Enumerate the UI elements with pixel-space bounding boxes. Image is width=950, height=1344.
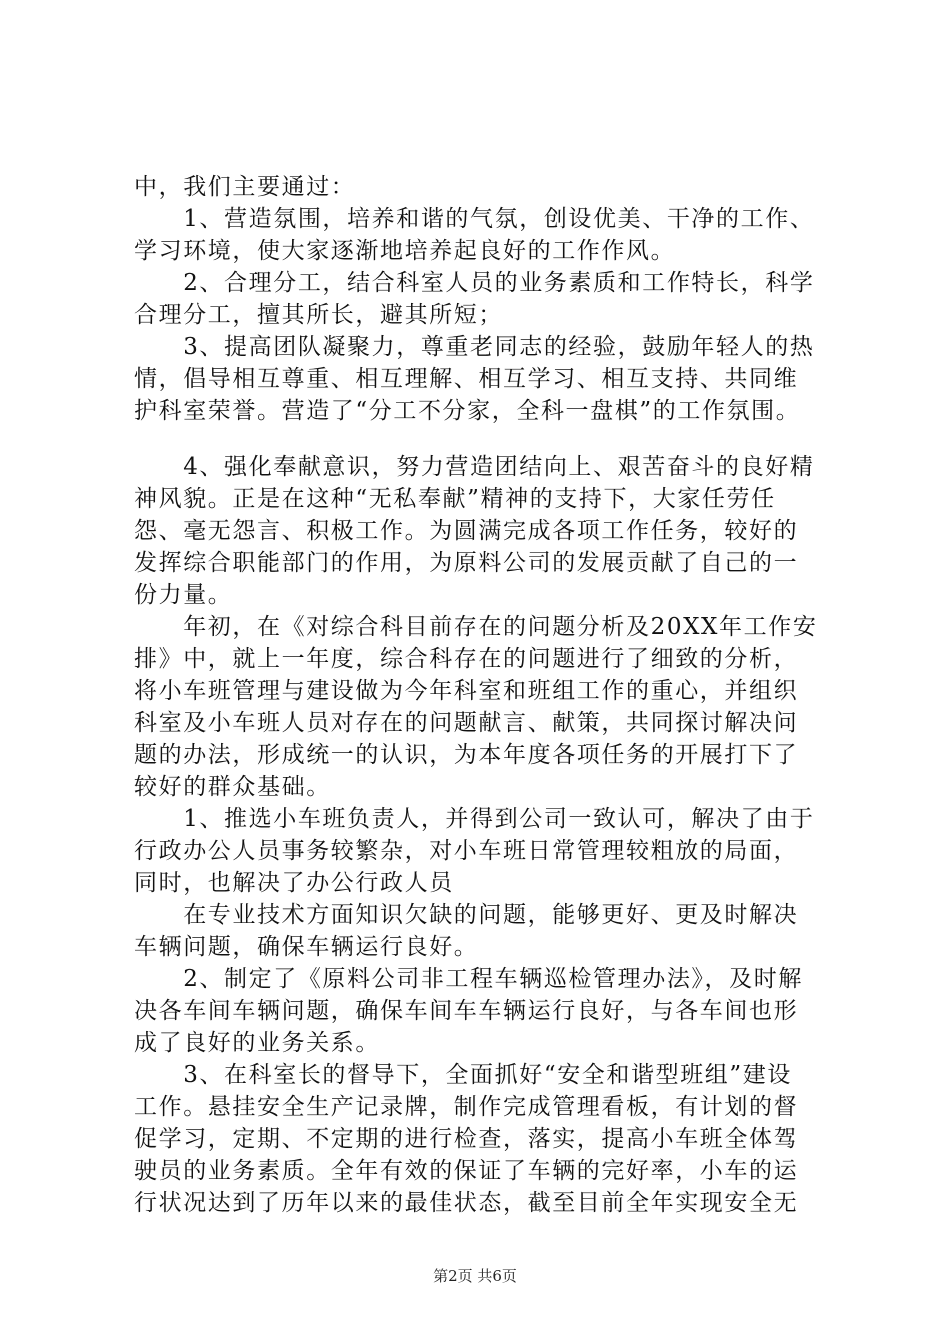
text-line: 1、推选小车班负责人，并得到公司一致认可，解决了由于 xyxy=(134,806,815,832)
text-line: 较好的群众基础。 xyxy=(134,774,331,800)
text-line: 3、在科室长的督导下，全面抓好“安全和谐型班组”建设 xyxy=(134,1062,792,1088)
text-line: 决各车间车辆问题，确保车间车车辆运行良好，与各车间也形 xyxy=(134,998,799,1024)
text-line: 将小车班管理与建设做为今年科室和班组工作的重心，并组织 xyxy=(134,678,799,704)
text-line: 车辆问题，确保车辆运行良好。 xyxy=(134,934,479,960)
text-line: 驶员的业务素质。全年有效的保证了车辆的完好率，小车的运 xyxy=(134,1158,799,1184)
text-line: 排》中，就上一年度，综合科存在的问题进行了细致的分析， xyxy=(134,646,799,672)
text-line: 3、提高团队凝聚力，尊重老同志的经验，鼓励年轻人的热 xyxy=(134,334,815,360)
text-line: 合理分工，擅其所长，避其所短； xyxy=(134,302,503,328)
text-line: 发挥综合职能部门的作用，为原料公司的发展贡献了自己的一 xyxy=(134,550,799,576)
text-line: 年初，在《对综合科目前存在的问题分析及20XX年工作安 xyxy=(134,614,818,640)
text-line: 行政办公人员事务较繁杂，对小车班日常管理较粗放的局面， xyxy=(134,838,799,864)
text-line: 怨、毫无怨言、积极工作。为圆满完成各项工作任务，较好的 xyxy=(134,518,799,544)
text-line: 情，倡导相互尊重、相互理解、相互学习、相互支持、共同维 xyxy=(134,366,799,392)
page-number-footer: 第2页 共6页 xyxy=(433,1267,517,1285)
text-line: 2、合理分工，结合科室人员的业务素质和工作特长，科学 xyxy=(134,270,815,296)
text-line: 护科室荣誉。营造了“分工不分家，全科一盘棋”的工作氛围。 xyxy=(134,398,801,424)
text-line: 2、制定了《原料公司非工程车辆巡检管理办法》，及时解 xyxy=(134,966,803,992)
text-line: 学习环境，使大家逐渐地培养起良好的工作作风。 xyxy=(134,238,676,264)
text-line: 1、营造氛围，培养和谐的气氛，创设优美、干净的工作、 xyxy=(134,206,815,232)
text-line: 促学习，定期、不定期的进行检查，落实，提高小车班全体驾 xyxy=(134,1126,799,1152)
text-line: 题的办法，形成统一的认识，为本年度各项任务的开展打下了 xyxy=(134,742,799,768)
text-line: 同时，也解决了办公行政人员 xyxy=(134,870,454,896)
text-line: 中，我们主要通过： xyxy=(134,174,356,200)
text-line: 成了良好的业务关系。 xyxy=(134,1030,380,1056)
text-line: 神风貌。正是在这种“无私奉献”精神的支持下，大家任劳任 xyxy=(134,486,776,512)
text-line: 工作。悬挂安全生产记录牌，制作完成管理看板，有计划的督 xyxy=(134,1094,799,1120)
text-line: 行状况达到了历年以来的最佳状态，截至目前全年实现安全无 xyxy=(134,1190,799,1216)
text-line: 在专业技术方面知识欠缺的问题，能够更好、更及时解决 xyxy=(134,902,799,928)
text-line: 份力量。 xyxy=(134,582,233,608)
text-line: 科室及小车班人员对存在的问题献言、献策，共同探讨解决问 xyxy=(134,710,799,736)
text-line: 4、强化奉献意识，努力营造团结向上、艰苦奋斗的良好精 xyxy=(134,454,815,480)
